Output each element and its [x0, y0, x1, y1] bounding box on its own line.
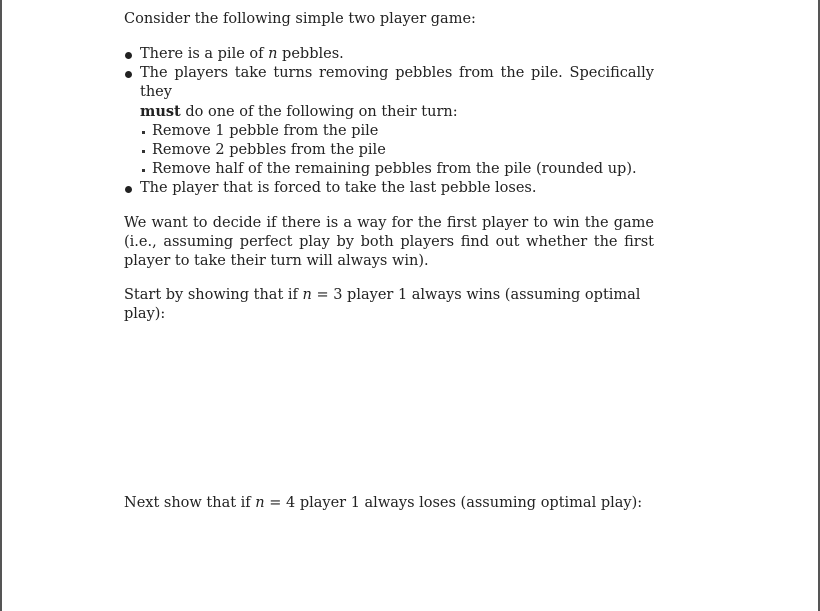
goal-paragraph: We want to decide if there is a way for the first player to win the game (i.e., assuming perfect play by both players find out whether the first player to take their turn will always win). — [124, 215, 654, 269]
move-option-2: Remove 2 pebbles from the pile — [140, 141, 654, 160]
intro-text: Consider the following simple two player game: — [124, 11, 476, 27]
rules-list — [124, 45, 654, 198]
move-option-1: Remove 1 pebble from the pile — [140, 122, 654, 141]
var-n: n — [302, 287, 312, 303]
rule-turns-line2: do one of the following on their turn: — [180, 104, 458, 120]
var-n: n — [255, 495, 265, 511]
move-option-half: Remove half of the remaining pebbles from the pile (rounded up). — [140, 160, 654, 179]
question-n3-text-a: Start by showing that if — [124, 287, 303, 303]
rule-pile-text-a: There is a pile of — [140, 46, 269, 62]
rule-item-lose: The player that is forced to take the last pebble loses. — [124, 179, 654, 198]
rule-turns-must: must — [140, 103, 181, 120]
question-n4-text-a: Next show that if — [124, 495, 256, 511]
question-n3 — [124, 286, 654, 324]
question-n4-text-b: = 4 player 1 always loses (assuming optimal play): — [264, 495, 643, 511]
move-options-list — [140, 122, 654, 179]
problem-text — [124, 10, 654, 324]
rule-item-turns — [124, 64, 654, 179]
question-n4 — [124, 494, 642, 513]
var-n: n — [268, 46, 278, 62]
rule-turns-line1: The players take turns removing pebbles from the pile. Specifically they — [140, 65, 654, 100]
question-n3-text-b: = 3 player 1 always wins (assuming optimal play): — [124, 287, 641, 322]
rule-item-pile — [124, 45, 654, 64]
rule-pile-text-b: pebbles. — [277, 46, 344, 62]
